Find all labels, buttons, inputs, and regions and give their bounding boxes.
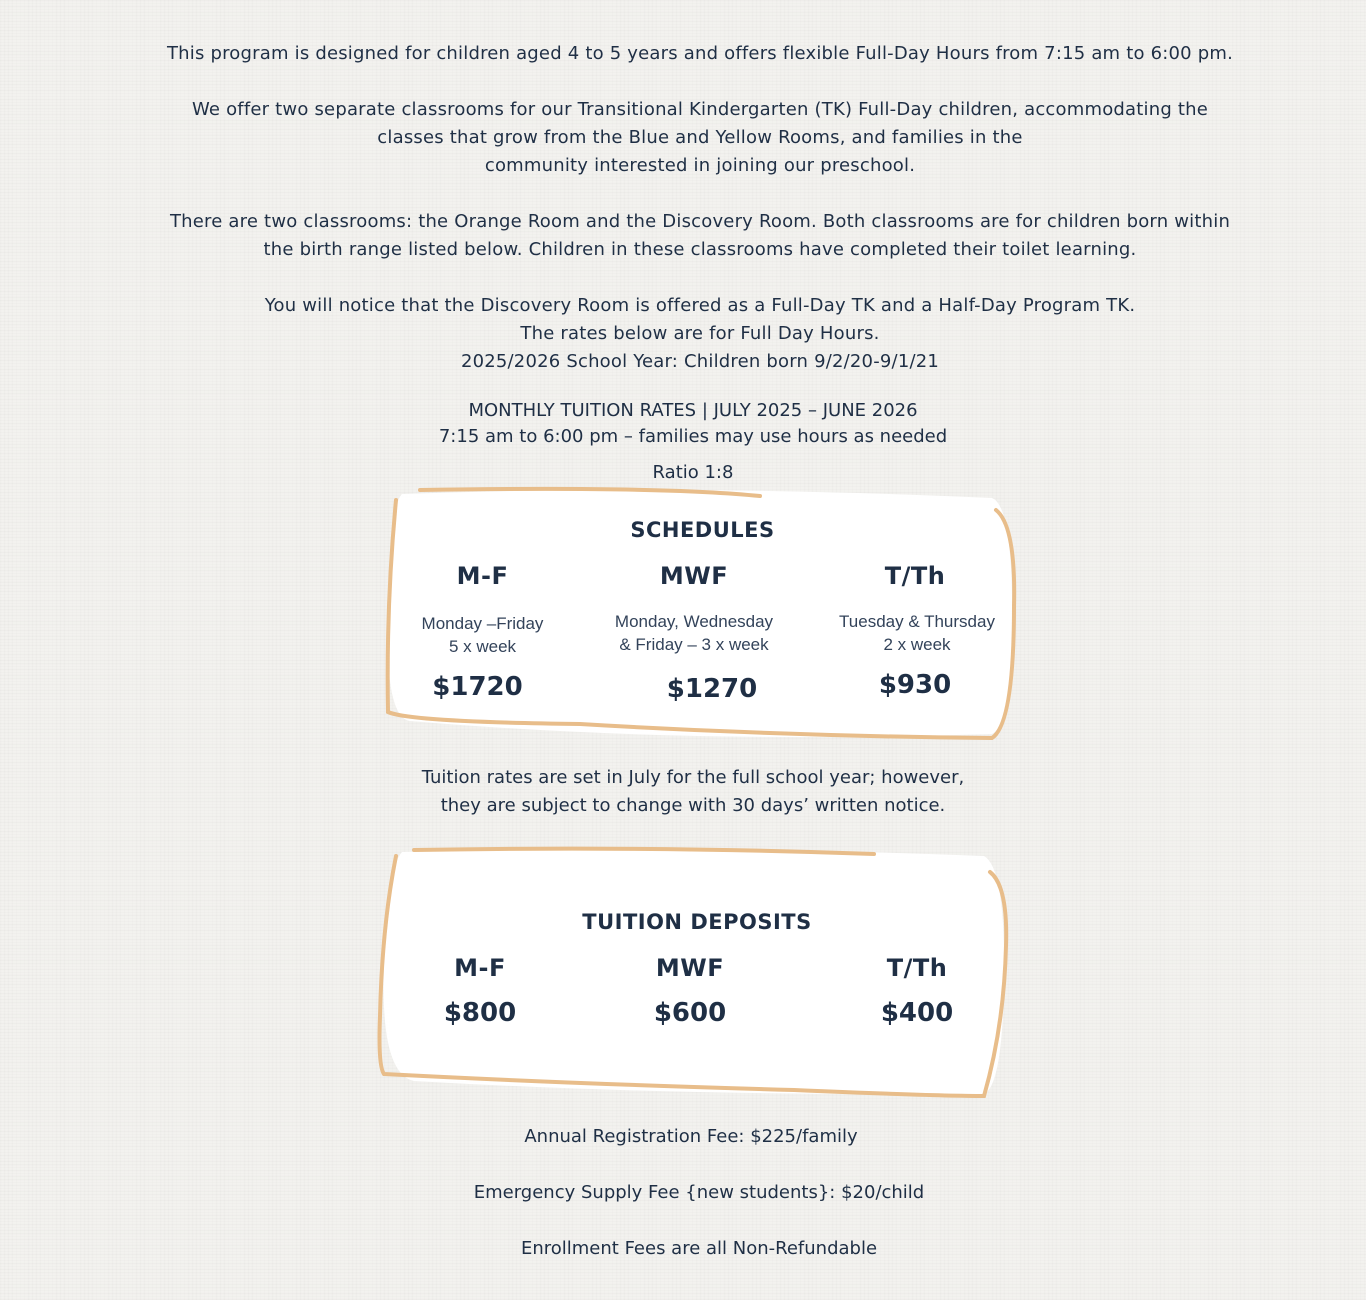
schedules-card [380,486,1025,746]
intro-line: classes that grow from the Blue and Yellow Rooms, and families in the [377,127,1023,148]
deposit-price: $800 [443,998,517,1028]
schedule-desc-line: Monday –Friday [421,614,544,633]
deposits-title: TUITION DEPOSITS [582,910,812,934]
schedules-title: SCHEDULES [630,518,775,542]
tuition-notice [0,764,1366,820]
schedule-price: $1270 [666,674,758,704]
intro-line: the birth range listed below. Children in these classrooms have completed their toilet learning. [263,239,1137,260]
schedule-desc-line: Monday, Wednesday [614,612,774,631]
notice-line: they are subject to change with 30 days’ written notice. [440,795,946,816]
schedule-column-mwf [594,562,794,704]
deposit-code: M-F [454,954,506,982]
schedule-code: MWF [659,562,729,590]
ratio-text: Ratio 1:8 [652,462,734,483]
intro-paragraph-rooms [0,208,1366,264]
schedule-code: M-F [456,562,509,590]
rates-title: MONTHLY TUITION RATES | JULY 2025 – JUNE 2026 [468,400,918,421]
deposit-code: MWF [655,954,725,982]
schedule-desc-line: 2 x week [883,635,951,654]
deposit-price: $400 [880,998,954,1028]
intro-paragraph-discovery [0,292,1366,376]
intro-paragraph-age: This program is designed for children aged 4 to 5 years and offers flexible Full-Day Hours from 7:15 am to 6:00 pm. [166,43,1234,64]
intro-line: community interested in joining our preschool. [484,155,916,176]
registration-fee: Annual Registration Fee: $225/family [524,1126,858,1147]
intro-line: You will notice that the Discovery Room is offered as a Full-Day TK and a Half-Day Program TK. [264,295,1136,316]
intro-line: The rates below are for Full Day Hours. [520,323,880,344]
deposit-column-mf [430,954,530,1028]
schedule-desc-line: & Friday – 3 x week [619,635,769,654]
schedule-price: $930 [878,670,952,700]
schedule-desc [832,610,1002,656]
deposits-card [374,846,1014,1102]
schedule-desc [390,612,575,658]
deposit-column-mwf [635,954,745,1028]
deposit-code: T/Th [886,954,948,982]
notice-line: Tuition rates are set in July for the full school year; however, [421,767,965,788]
intro-text [0,40,1366,376]
nonrefundable-notice: Enrollment Fees are all Non-Refundable [520,1238,878,1259]
schedule-desc-line: Tuesday & Thursday [839,612,995,631]
schedule-desc [594,610,794,656]
schedule-column-mf [390,562,575,702]
schedule-column-tth [832,562,1002,700]
intro-paragraph-classrooms [0,96,1366,180]
intro-line: We offer two separate classrooms for our Transitional Kindergarten (TK) Full-Day children, accommodating the [191,99,1209,120]
supply-fee: Emergency Supply Fee {new students}: $20/child [473,1182,925,1203]
school-year-range: 2025/2026 School Year: Children born 9/2/20-9/1/21 [460,351,940,372]
deposit-column-tth [867,954,967,1028]
schedule-code: T/Th [884,562,946,590]
schedule-desc-line: 5 x week [448,637,517,656]
schedule-price: $1720 [432,672,523,702]
rates-hours: 7:15 am to 6:00 pm – families may use hours as needed [438,426,948,447]
deposit-price: $600 [653,998,727,1028]
intro-line: There are two classrooms: the Orange Room and the Discovery Room. Both classrooms are for children born within [169,211,1231,232]
